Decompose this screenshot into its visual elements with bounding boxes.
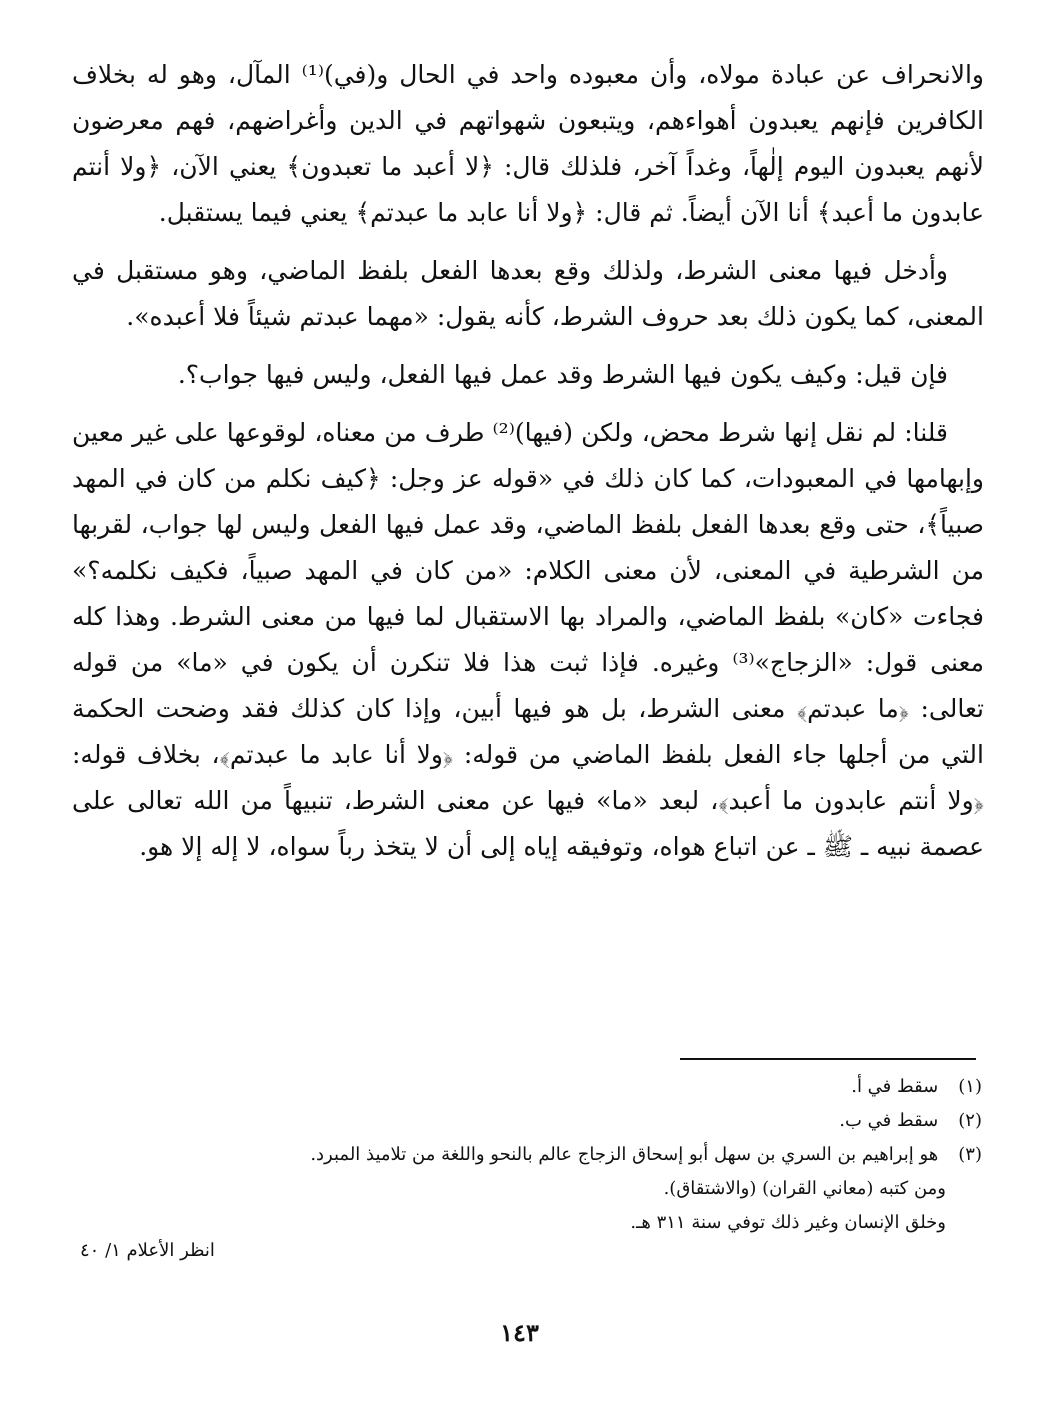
main-text [72,52,984,882]
footnote-text: هو إبراهيم بن السري بن سهل أبو إسحاق الزجاج عالم بالنحو واللغة من تلاميذ المبرد. [310,1144,939,1165]
footnote-1 [130,1070,982,1104]
footnote-text: سقط في ب. [839,1110,939,1131]
paragraph-2: وأدخل فيها معنى الشرط، ولذلك وقع بعدها الفعل بلفظ الماضي، وهو مستقبل في المعنى، كما يكون ذلك بعد حروف الشرط، كأنه يقول: «مهما عبدتم شيئاً فلا أعبده». [72,256,984,331]
paragraph-3: فإن قيل: وكيف يكون فيها الشرط وقد عمل فيها الفعل، وليس فيها جواب؟. [177,360,948,389]
reference-note: انظر الأعلام ١/ ٤٠ [80,1240,215,1261]
page-number: ١٤٣ [500,1318,539,1347]
footnote-text: سقط في أ. [851,1076,939,1097]
footnotes [130,1070,982,1240]
footnote-number: (٣) [958,1144,982,1165]
footnote-3 [130,1138,982,1172]
footnote-number: (١) [958,1076,982,1097]
footnote-2 [130,1104,982,1138]
footnote-3-continuation: ومن كتبه (معاني القران) (والاشتقاق). [663,1178,946,1199]
paragraph-4: قلنا: لم نقل إنها شرط محض، ولكن (فيها)⁽²⁾ طرف من معناه، لوقوعها على غير معين وإبهامها في المعبودات، كما كان ذلك في «قوله عز وجل: ﴿كيف نكلم من كان في المهد صبياً﴾، حتى وقع بعدها الفعل بلفظ الماضي، وقد عمل فيها الفعل وليس لها جواب، لقربها من الشرطية في المعنى، لأن معنى الكلام: «من كان في المهد صبياً، فكيف نكلمه؟» فجاءت «كان» بلفظ الماضي، والمراد بها الاستقبال لما فيها من معنى الشرط. وهذا كله معنى قول: «الزجاج»⁽³⁾ وغيره. فإذا ثبت هذا فلا تنكرن أن يكون في «ما» من قوله تعالى: ﴿ما عبدتم﴾ معنى الشرط، بل هو فيها أبين، وإذا كان كذلك فقد وضحت الحكمة التي من أجلها جاء الفعل بلفظ الماضي من قوله: ﴿ولا أنا عابد ما عبدتم﴾، بخلاف قوله: ﴿ولا أنتم عابدون ما أعبد﴾، لبعد «ما» فيها عن معنى الشرط، تنبيهاً من الله تعالى على عصمة نبيه ـ ﷺ ـ عن اتباع هواه، وتوفيقه إياه إلى أن لا يتخذ رباً سواه، لا إله إلا هو. [72,418,984,861]
paragraph-1: والانحراف عن عبادة مولاه، وأن معبوده واحد في الحال و(في)⁽¹⁾ المآل، وهو له بخلاف الكافرين فإنهم يعبدون أهواءهم، ويتبعون شهواتهم في الدين وأغراضهم، فهم معرضون لأنهم يعبدون اليوم إلٰهاً، وغداً آخر، فلذلك قال: ﴿لا أعبد ما تعبدون﴾ يعني الآن، ﴿ولا أنتم عابدون ما أعبد﴾ أنا الآن أيضاً. ثم قال: ﴿ولا أنا عابد ما عبدتم﴾ يعني فيما يستقبل. [72,60,984,227]
footnote-divider [680,1058,976,1060]
footnote-3-continuation: وخلق الإنسان وغير ذلك توفي سنة ٣١١ هـ. [630,1212,946,1233]
footnote-number: (٢) [958,1110,982,1131]
